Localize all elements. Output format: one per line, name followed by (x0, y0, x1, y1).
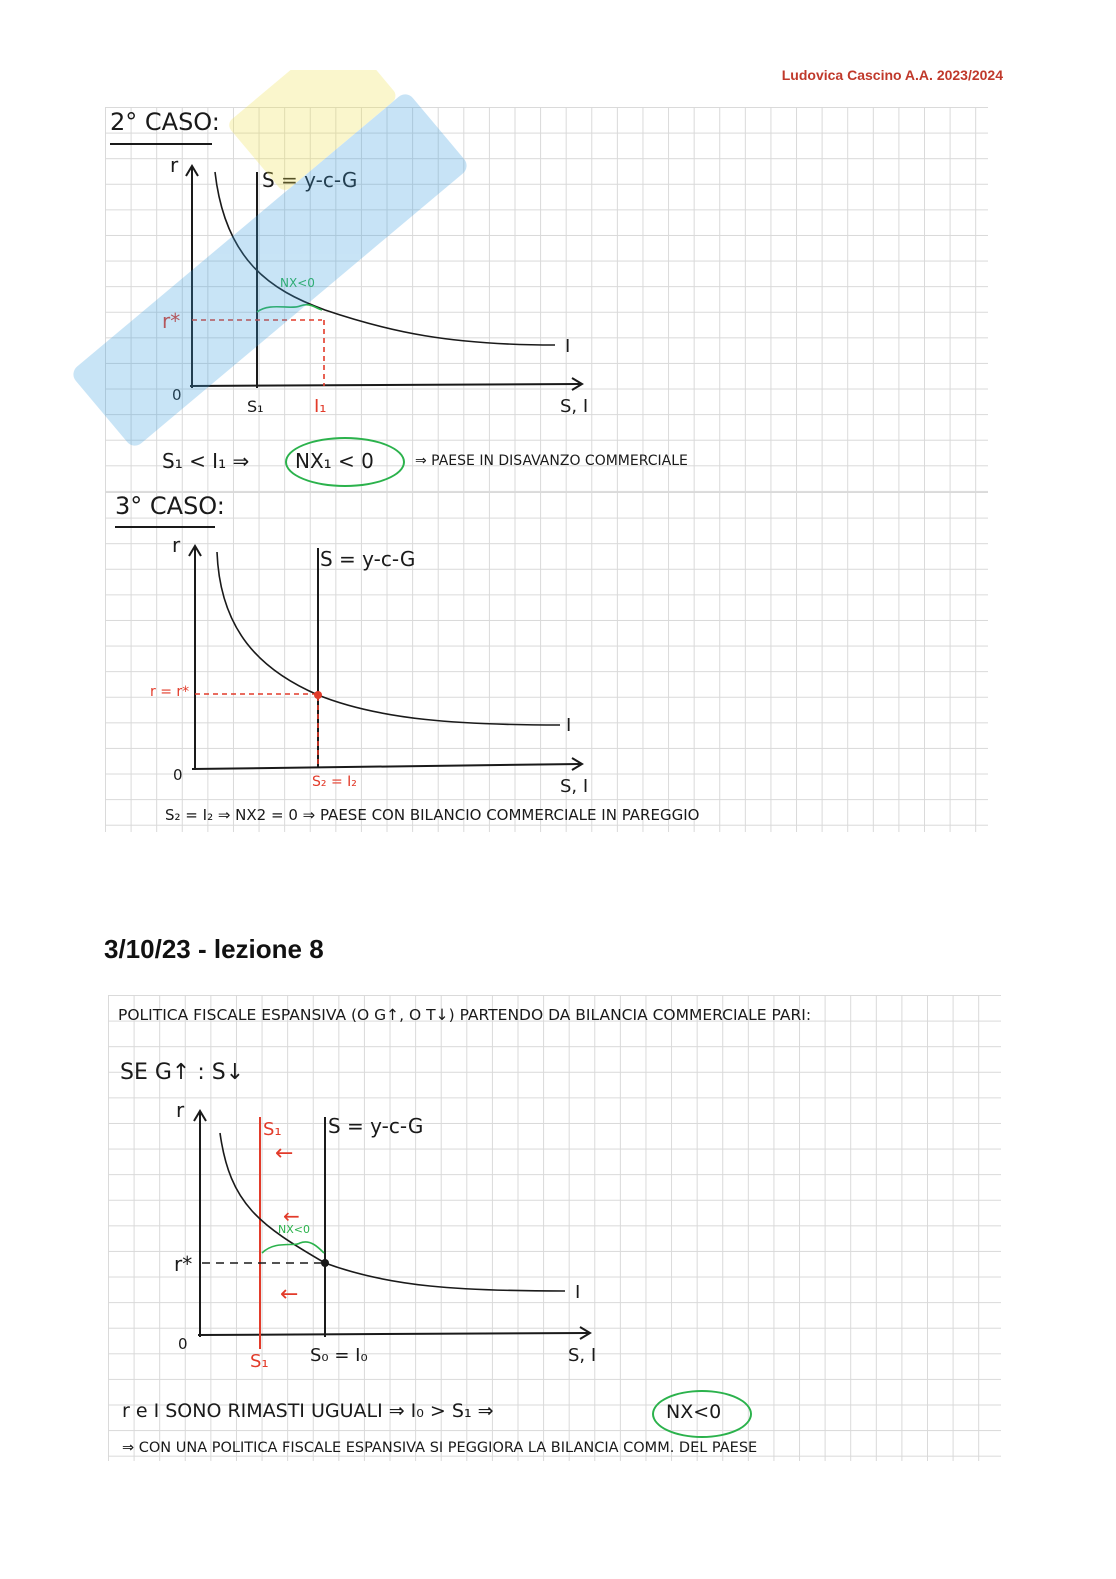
case2-i-curve-label: I (565, 336, 571, 357)
policy-chart (160, 1095, 620, 1375)
case2-i1-label: I₁ (314, 396, 327, 417)
case2-x-axis (190, 384, 580, 386)
policy-line2: ⇒ CON UNA POLITICA FISCALE ESPANSIVA SI PEGGIORA LA BILANCIA COMM. DEL PAESE (122, 1440, 758, 1456)
case3-x-axis (192, 764, 580, 769)
policy-arrow-1: ← (275, 1141, 294, 1166)
case2-title: 2° CASO: (110, 108, 220, 136)
policy-r-star-label: r* (174, 1252, 193, 1276)
case2-r-star-label: r* (162, 309, 181, 333)
policy-arrow-2: ← (283, 1204, 300, 1228)
case2-s1-label: S₁ (247, 397, 264, 416)
policy-s1-curve-label: S₁ (263, 1119, 282, 1140)
case2-origin-label: 0 (172, 386, 182, 404)
policy-subheading: SE G↑ : S↓ (120, 1060, 245, 1085)
case2-i-curve (215, 172, 555, 345)
policy-i-curve (220, 1133, 565, 1291)
case2-gap-label: NX<0 (280, 276, 315, 290)
policy-s0-label: S₀ = I₀ (310, 1345, 368, 1366)
case3-i-curve (217, 552, 560, 725)
policy-i-curve-label: I (575, 1282, 581, 1303)
case3-equilibrium-point (314, 691, 322, 699)
case2-conclusion-right: ⇒ PAESE IN DISAVANZO COMMERCIALE (415, 453, 688, 469)
case3-axis-y-label: r (172, 533, 181, 557)
case3-r-label: r = r* (150, 684, 190, 700)
case2-chart (150, 150, 620, 430)
case3-conclusion: S₂ = I₂ ⇒ NX2 = 0 ⇒ PAESE CON BILANCIO COMMERCIALE IN PAREGGIO (165, 806, 700, 824)
lecture-title: 3/10/23 - lezione 8 (104, 934, 324, 964)
policy-axis-y-label: r (176, 1098, 185, 1122)
policy-s1-label: S₁ (250, 1351, 269, 1372)
case3-title: 3° CASO: (115, 492, 225, 520)
case2-axis-y-label: r (170, 153, 179, 177)
case2-s-curve-label: S = y-c-G (262, 168, 358, 192)
policy-axis-x-label: S, I (568, 1345, 597, 1366)
policy-arrow-3: ← (280, 1282, 299, 1307)
case3-s-curve-label: S = y-c-G (320, 547, 416, 571)
policy-s-curve-label: S = y-c-G (328, 1114, 424, 1138)
case3-i-curve-label: I (566, 715, 572, 736)
case2-conclusion-left: S₁ < I₁ ⇒ (162, 449, 250, 473)
case3-si-label: S₂ = I₂ (312, 774, 357, 790)
case2-gap-brace (257, 305, 322, 312)
policy-gap-label: NX<0 (278, 1223, 310, 1236)
policy-equilibrium-point (321, 1259, 329, 1267)
case3-axis-x-label: S, I (560, 776, 589, 797)
policy-x-axis (198, 1333, 588, 1335)
case3-origin-label: 0 (173, 766, 183, 784)
policy-heading: POLITICA FISCALE ESPANSIVA (O G↑, O T↓) PARTENDO DA BILANCIA COMMERCIALE PARI: (118, 1006, 812, 1024)
case3-chart (140, 530, 620, 800)
case2-conclusion-circled: NX₁ < 0 (295, 449, 374, 473)
case2-title-underline (110, 143, 212, 145)
author-header: Ludovica Cascino A.A. 2023/2024 (781, 67, 1003, 83)
case3-title-underline (115, 526, 215, 528)
case2-axis-x-label: S, I (560, 396, 589, 417)
policy-line1-left: r e I SONO RIMASTI UGUALI ⇒ I₀ > S₁ ⇒ (122, 1400, 494, 1422)
policy-origin-label: 0 (178, 1335, 188, 1353)
policy-line1-circled: NX<0 (666, 1401, 722, 1423)
